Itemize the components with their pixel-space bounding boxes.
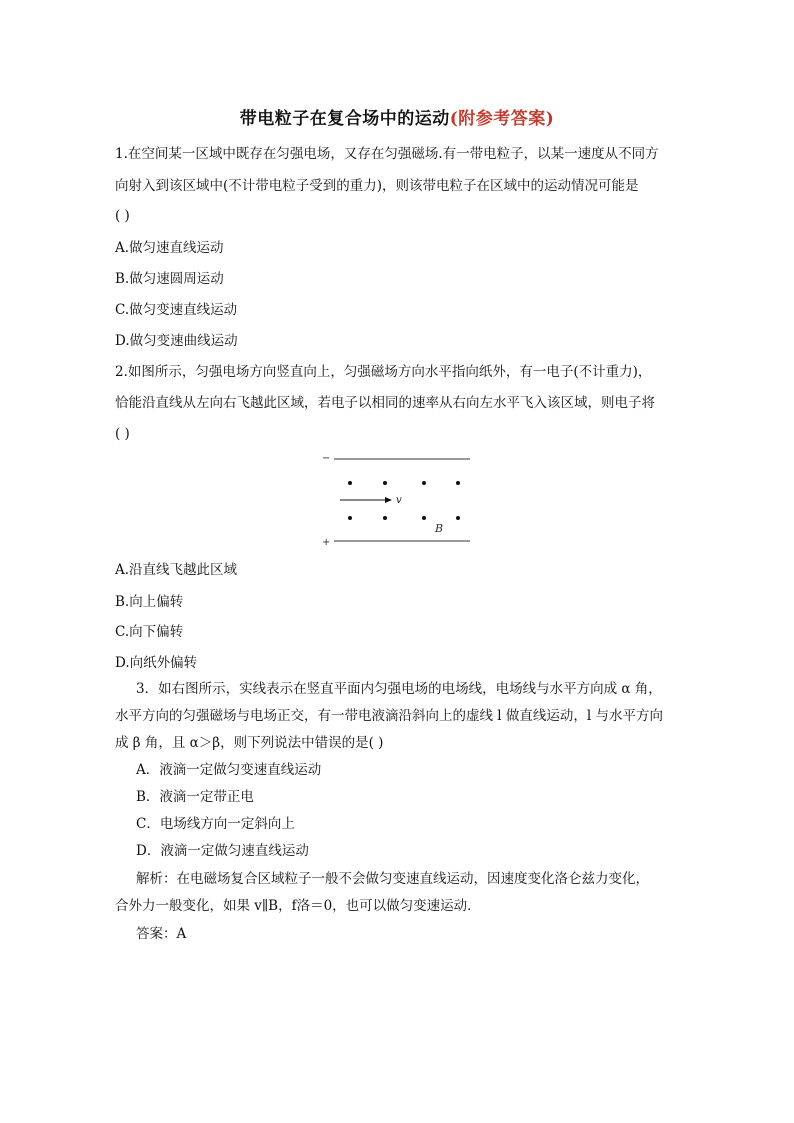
page-title — [0, 104, 794, 129]
field-dot — [383, 516, 387, 520]
q2-option-c: C.向下偏转 — [115, 624, 184, 640]
q3-option-d: D．液滴一定做匀速直线运动 — [136, 843, 309, 859]
field-dot — [456, 481, 460, 485]
field-dot — [422, 481, 426, 485]
q1-option-a: A.做匀速直线运动 — [115, 240, 224, 256]
q3-line-1: 3．如右图所示，实线表示在竖直平面内匀强电场的电场线，电场线与水平方向成 α 角， — [136, 681, 662, 697]
q3-option-b: B．液滴一定带正电 — [136, 789, 254, 805]
field-dot — [456, 516, 460, 520]
minus-plate-label: − — [322, 453, 331, 464]
q2-option-d: D.向纸外偏转 — [115, 655, 198, 671]
title-main: 带电粒子在复合场中的运动 — [239, 109, 450, 129]
q3-line-2: 水平方向的匀强磁场与电场正交，有一带电液滴沿斜向上的虚线 l 做直线运动，l 与水平方向 — [115, 708, 664, 724]
arrow-head-icon — [385, 497, 392, 503]
field-dot — [383, 481, 387, 485]
q1-line-1: 1.在空间某一区域中既存在匀强电场，又存在匀强磁场.有一带电粒子，以某一速度从不同方 — [115, 146, 659, 162]
velocity-label: v — [396, 495, 402, 506]
q1-option-d: D.做匀变速曲线运动 — [115, 333, 238, 349]
q2-option-a: A.沿直线飞越此区域 — [115, 562, 238, 578]
q1-option-c: C.做匀变速直线运动 — [115, 302, 238, 318]
q3-answer: 答案：A — [136, 926, 187, 942]
q1-paren: ( ) — [115, 208, 130, 224]
q2-paren: ( ) — [115, 426, 130, 442]
q2-option-b: B.向上偏转 — [115, 594, 184, 610]
title-suffix: (附参考答案) — [449, 109, 555, 129]
q1-option-b: B.做匀速圆周运动 — [115, 271, 224, 287]
plus-plate-label: + — [322, 537, 331, 548]
q3-option-c: C．电场线方向一定斜向上 — [136, 816, 295, 832]
field-diagram — [320, 452, 480, 548]
q1-line-2: 向射入到该区域中(不计带电粒子受到的重力)，则该带电粒子在区域中的运动情况可能是 — [115, 178, 639, 194]
q3-option-a: A．液滴一定做匀变速直线运动 — [136, 762, 322, 778]
field-dot — [422, 516, 426, 520]
q2-line-1: 2.如图所示，匀强电场方向竖直向上，匀强磁场方向水平指向纸外，有一电子(不计重力)， — [115, 364, 652, 380]
field-dot — [348, 516, 352, 520]
field-dot — [348, 481, 352, 485]
q3-line-3: 成 β 角，且 α＞β，则下列说法中错误的是( ) — [115, 735, 384, 751]
magnetic-field-label: B — [435, 522, 444, 535]
q3-analysis-2: 合外力一般变化，如果 v∥B，f洛＝0，也可以做匀变速运动． — [115, 898, 481, 914]
q2-line-2: 恰能沿直线从左向右飞越此区域，若电子以相同的速率从右向左水平飞入该区域，则电子将 — [115, 395, 655, 411]
q3-analysis-1: 解析：在电磁场复合区域粒子一般不会做匀变速直线运动，因速度变化洛仑兹力变化， — [136, 871, 649, 887]
